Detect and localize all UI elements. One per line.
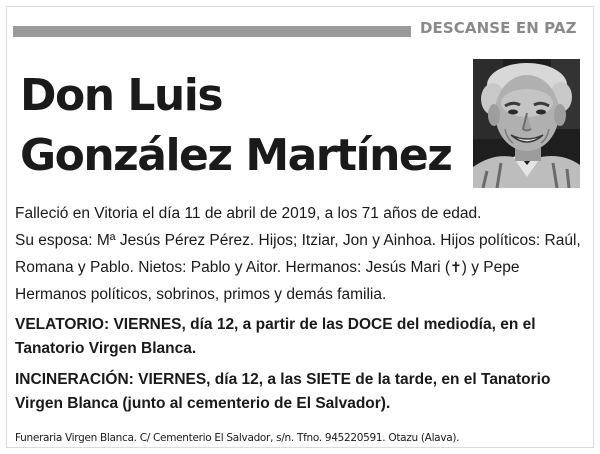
header-label: DESCANSE EN PAZ [420,19,577,37]
family-info [15,227,585,308]
name-line-1: Don Luis [20,70,223,121]
funeral-home-footer: Funeraria Virgen Blanca. C/ Cementerio El Salvador, s/n. Tfno. 945220591. Otazu (Alava). [15,432,460,444]
incineracion-info: INCINERACIÓN: VIERNES, día 12, a las SIETE de la tarde, en el Tanatorio Virgen Blanca (junto al cementerio de El Salvador). [15,371,551,412]
portrait-illustration [473,59,580,188]
deceased-name [20,66,451,186]
name-line-2: González Martínez [20,130,452,181]
notice-body [15,200,585,416]
death-info: Falleció en Vitoria el día 11 de abril de 2019, a los 71 años de edad. [15,205,482,222]
cross-icon: ✝ [450,259,462,275]
family-text-end: ) y Pepe Hermanos políticos, sobrinos, primos y demás familia. [15,259,520,303]
velatorio-info: VELATORIO: VIERNES, día 12, a partir de las DOCE del mediodía, en el Tanatorio Virgen Blanca. [15,316,536,357]
family-text: Su esposa: Mª Jesús Pérez Pérez. Hijos; Itziar, Jon y Ainhoa. Hijos políticos: Raúl, Romana y Pablo. Nietos: Pablo y Aitor. Hermanos: Jesús Mari ( [15,232,581,276]
header-bar [13,26,411,37]
portrait-photo [473,59,580,188]
